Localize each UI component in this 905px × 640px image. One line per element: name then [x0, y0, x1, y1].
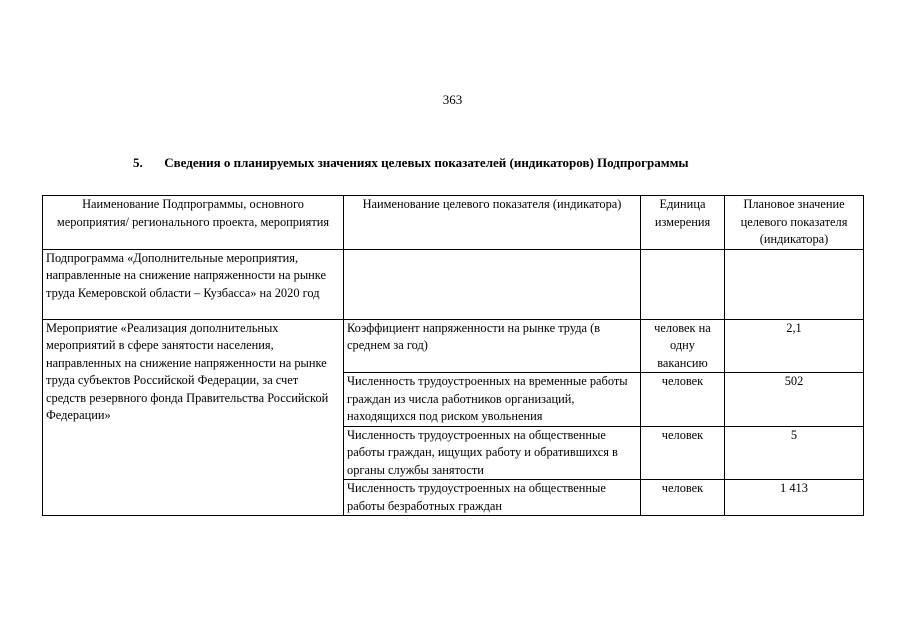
- indicator-value: 5: [725, 426, 864, 480]
- indicator-value: 502: [725, 373, 864, 427]
- indicator-value: 2,1: [725, 319, 864, 373]
- header-indicator-name: Наименование целевого показателя (индикатора): [344, 196, 641, 250]
- indicator-value: 1 413: [725, 480, 864, 516]
- indicator-unit: человек на одну вакансию: [641, 319, 725, 373]
- section-heading: [133, 155, 689, 171]
- indicators-table: [42, 195, 864, 516]
- section-title: Сведения о планируемых значениях целевых показателей (индикаторов) Подпрограммы: [164, 155, 689, 170]
- table-row: [43, 319, 864, 373]
- indicator-name: Численность трудоустроенных на общественные работы граждан, ищущих работу и обратившихся в органы службы занятости: [344, 426, 641, 480]
- empty-cell: [344, 249, 641, 319]
- indicator-unit: человек: [641, 480, 725, 516]
- indicator-unit: человек: [641, 373, 725, 427]
- page-number: 363: [442, 92, 463, 107]
- empty-cell: [641, 249, 725, 319]
- header-program-name: Наименование Подпрограммы, основного мероприятия/ регионального проекта, мероприятия: [43, 196, 344, 250]
- indicator-name: Численность трудоустроенных на временные работы граждан из числа работников организаций, находящихся под риском увольнения: [344, 373, 641, 427]
- header-planned-value: Плановое значение целевого показателя (индикатора): [725, 196, 864, 250]
- subprogram-name: Подпрограмма «Дополнительные мероприятия, направленные на снижение напряженности на рынке труда Кемеровской области – Кузбасса» на 2020 год: [43, 249, 344, 319]
- header-unit: Единица измерения: [641, 196, 725, 250]
- activity-name: Мероприятие «Реализация дополнительных мероприятий в сфере занятости населения, направленных на снижение напряженности на рынке труда субъектов Российской Федерации, за счет средств резервного фонда Правительства Российской Федерации»: [43, 319, 344, 516]
- table-row-subprogram: [43, 249, 864, 319]
- indicator-name: Коэффициент напряженности на рынке труда (в среднем за год): [344, 319, 641, 373]
- section-number: 5.: [133, 155, 143, 170]
- table-header-row: [43, 196, 864, 250]
- indicator-name: Численность трудоустроенных на общественные работы безработных граждан: [344, 480, 641, 516]
- indicator-unit: человек: [641, 426, 725, 480]
- empty-cell: [725, 249, 864, 319]
